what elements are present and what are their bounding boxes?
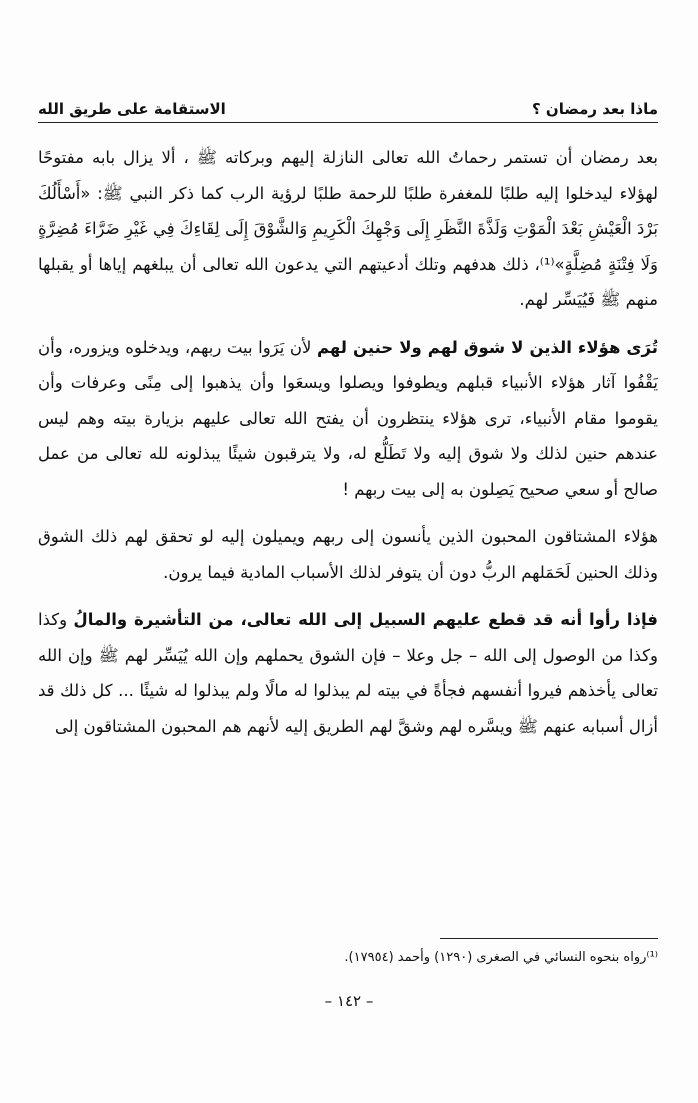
- paragraph-4: [38, 602, 658, 744]
- footnote: ⁽¹⁾رواه بنحوه النسائي في الصغرى (١٢٩٠) وأحمد (١٧٩٥٤).: [344, 950, 658, 965]
- paragraph-4-text: وكذا وكذا من الوصول إلى الله – جل وعلا – فإن الشوق يحملهم وإن الله يُيَسِّر لهم ﷺ وإن الله تعالى يأخذهم فيروا أنفسهم فجأةً في بيته لم يبذلوا له مالًا ولم يبذلوا له شيئًا ... كل ذلك قد أزال أسبابه عنهم ﷺ ويسَّره لهم وشقَّ لهم الطريق إليه لأنهم هم المحبون المشتاقون إلى: [38, 610, 658, 736]
- paragraph-3-text: هؤلاء المشتاقون المحبون الذين يأنسون إلى ربهم ويميلون إليه لو تحقق لهم ذلك الشوق وذلك الحنين لَحَمَلهم الربُّ دون أن يتوفر لذلك الأسباب المادية فيما يرون.: [38, 527, 658, 582]
- paragraph-1-text: بعد رمضان أن تستمر رحماتُ الله تعالى النازلة إليهم وبركاته ﷺ ، ألا يزال بابه مفتوحًا لهؤلاء ليدخلوا إليه طلبًا للمغفرة طلبًا للرحمة طلبًا لرؤية الرب كما ذكر النبي ﷺ: «أَسْأَلُكَ بَرْدَ الْعَيْشِ بَعْدَ الْمَوْتِ وَلَذَّةَ النَّظَرِ إِلَى وَجْهِكَ الْكَرِيمِ وَالشَّوْقَ إِلَى لِقَاءِكَ فِي غَيْرِ ضَرَّاءَ مُضِرَّةٍ وَلَا فِتْنَةٍ مُضِلَّةٍ»⁽¹⁾، ذلك هدفهم وتلك أدعيتهم التي يدعون الله تعالى أن يبلغهم إياها أو يقبلها منهم ﷺ فَيُيَسِّر لهم.: [38, 148, 658, 309]
- header-section-title: الاستقامة على طريق الله: [38, 100, 226, 118]
- paragraph-3: [38, 519, 658, 590]
- paragraph-2-lead: تُرَى هؤلاء الذين لا شوق لهم ولا حنين لهم: [316, 337, 658, 357]
- body-text: [38, 140, 658, 756]
- paragraph-4-lead: فإذا رأوا أنه قد قطع عليهم السبيل إلى الله تعالى، من التأشيرة والمالُ: [73, 610, 658, 629]
- page-header: [38, 92, 658, 123]
- header-chapter-title: ماذا بعد رمضان ؟: [531, 100, 658, 118]
- footnote-divider: [440, 938, 658, 939]
- paragraph-2-text: لأن يَرَوا بيت ربهم، ويدخلوه ويزوره، وأن يَقْفُوا آثار هؤلاء الأنبياء قبلهم ويطوفوا ويصلوا ويسعَوا وأن يذهبوا إلى مِنًى وعرفات وأن يقوموا مقام الأنبياء، ترى هؤلاء ينتظرون أن يفتح الله تعالى عليهم بزيارة بيته وهم ليس عندهم حنين لذلك ولا شوق إليه ولا تَطَلُّع له، ولا يترقبون شيئًا يبذلونه لله تعالى من عمل صالح أو سعي صحيح يَصِلون به إلى بيت ربهم !: [38, 337, 658, 499]
- paragraph-1: [38, 140, 658, 318]
- paragraph-2: [38, 330, 658, 508]
- page-number: – ١٤٢ –: [324, 992, 374, 1010]
